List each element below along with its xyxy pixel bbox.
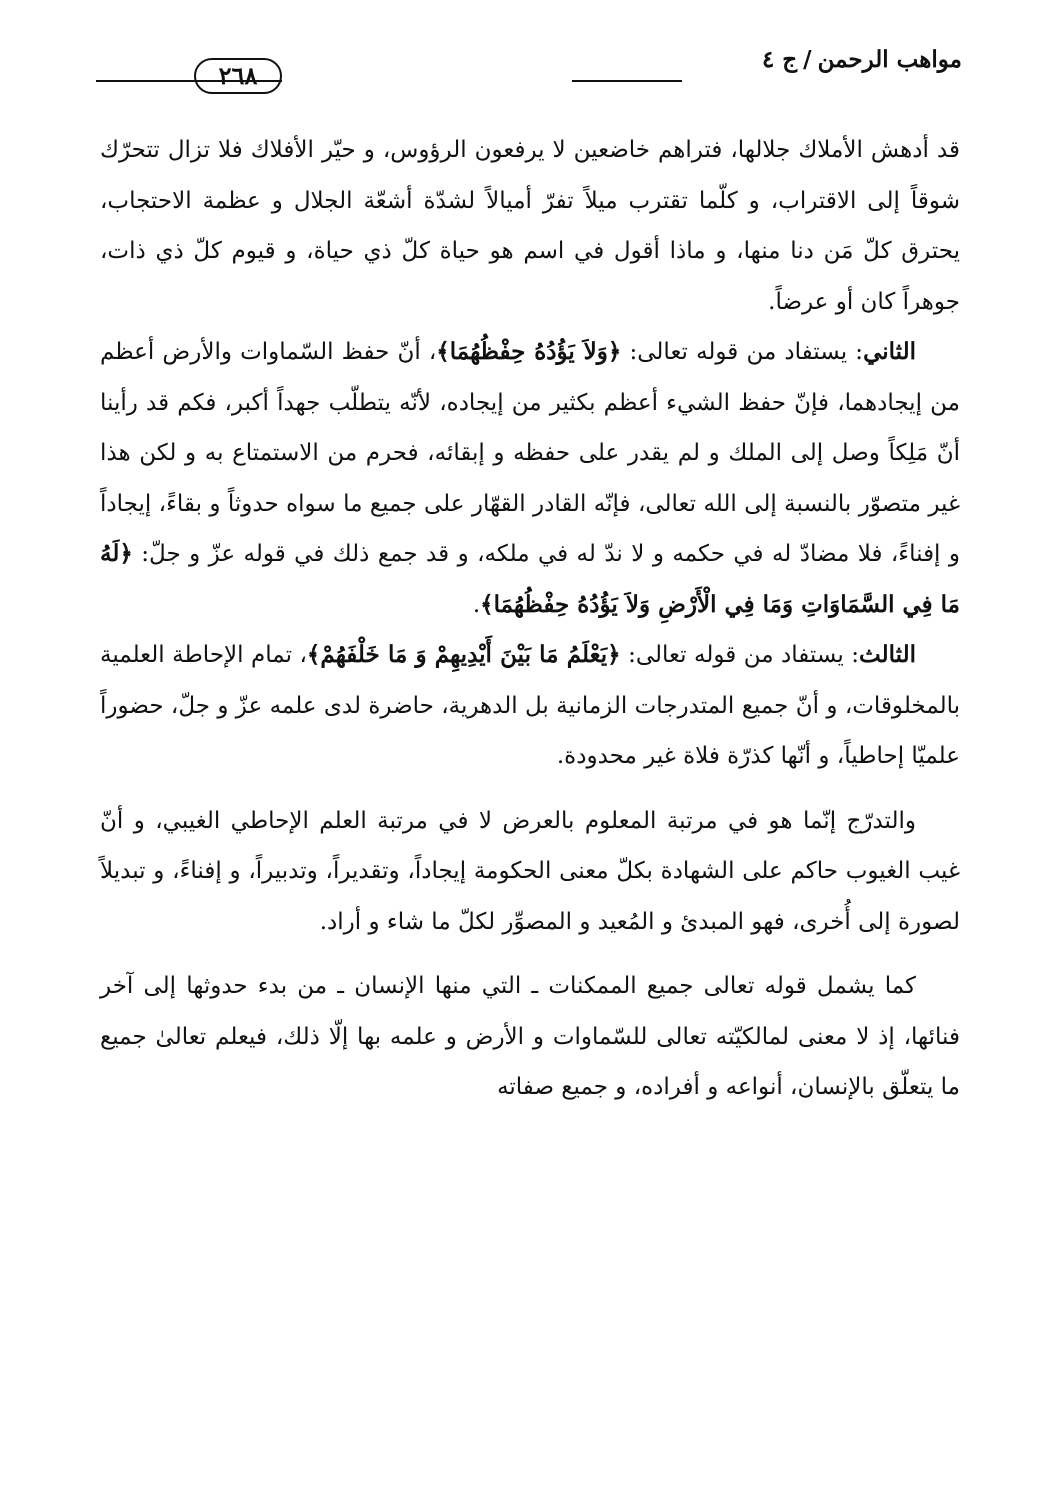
title-separator: / [803, 46, 812, 73]
volume-label: ج ٤ [761, 46, 798, 73]
section-lead-second: الثاني [863, 338, 916, 365]
book-title: مواهب الرحمن [817, 46, 962, 73]
paragraph-5: كما يشمل قوله تعالى جميع الممكنات ـ التي منها الإنسان ـ من بدء حدوثها إلى آخر فنائها، إذ لا معنى لمالكيّته تعالى للسّماوات و الأرض و علمه بها إلّا ذلك، فيعلم تعالىٰ جميع ما يتعلّق بالإنسان، أنواعه و أفراده، و جميع صفاته [100, 973, 960, 1100]
paragraph-4: والتدرّج إنّما هو في مرتبة المعلوم بالعرض لا في مرتبة العلم الإحاطي الغيبي، و أنّ غيب الغيوب حاكم على الشهادة بكلّ معنى الحكومة إيجاداً، وتقديراً، وتدبيراً، و إفناءً، و تبديلاً لصورة إلى أُخرى، فهو المبدئ و المُعيد و المصوِّر لكلّ ما شاء و أراد. [100, 807, 960, 935]
running-title [762, 46, 962, 73]
section-lead-third: الثالث [859, 641, 916, 668]
quran-quote: ﴿يَعْلَمُ مَا بَيْنَ أَيْدِيهِمْ وَ مَا خَلْفَهُمْ﴾ [306, 641, 621, 668]
header-rule-right [572, 80, 682, 82]
paragraph-2-text-3: . [472, 591, 481, 618]
quran-quote: ﴿وَلاَ يَؤُدُهُ حِفْظُهُمَا﴾ [436, 338, 622, 365]
header-rule-left [96, 80, 282, 82]
paragraph-2-text-2: ، أنّ حفظ السّماوات والأرض أعظم من إيجادهما، فإنّ حفظ الشيء أعظم بكثير من إيجاده، لأنّه يتطلّب جهداً أكبر، فكم قد رأينا أنّ مَلِكاً وصل إلى الملك و لم يقدر على حفظه و إبقائه، فحرم من الاستمتاع به و لكن هذا غير متصوّر بالنسبة إلى الله تعالى، فإنّه القادر القهّار على جميع ما سواه حدوثاً و بقاءً، إيجاداً و إفناءً، فلا مضادّ له في حكمه و لا ندّ له في ملكه، و قد جمع ذلك في قوله عزّ و جلّ: [100, 339, 960, 567]
page-body [100, 125, 960, 1113]
page-number: ٢٦٨ [194, 58, 282, 94]
page-header [96, 44, 962, 90]
paragraph-3-text-1: : يستفاد من قوله تعالى: [620, 642, 860, 668]
paragraph-2 [100, 327, 960, 630]
paragraph-1: قد أدهش الأملاك جلالها، فتراهم خاضعين لا يرفعون الرؤوس، و حيّر الأفلاك فلا تزال تتحرّك شوقاً إلى الاقتراب، و كلّما تقترب ميلاً تفرّ أميالاً لشدّة أشعّة الجلال و عظمة الاحتجاب، يحترق كلّ مَن دنا منها، و ماذا أقول في اسم هو حياة كلّ ذي حياة، و قيوم كلّ ذي ذات، جوهراً كان أو عرضاً. [100, 137, 960, 315]
paragraph-3 [100, 630, 960, 782]
paragraph-3-text-2: ، تمام الإحاطة العلمية بالمخلوقات، و أنّ جميع المتدرجات الزمانية بل الدهرية، حاضرة لدى علمه عزّ و جلّ، حضوراً علميّا إحاطياً، و أنّها كذرّة فلاة غير محدودة. [100, 642, 960, 769]
paragraph-2-text-1: : يستفاد من قوله تعالى: [621, 339, 864, 365]
quran-quote: ﴿لَهُ مَا فِي السَّمَاوَاتِ وَمَا فِي الْأَرْضِ وَلاَ يَؤُدُهُ حِفْظُهُمَا﴾ [100, 540, 960, 618]
